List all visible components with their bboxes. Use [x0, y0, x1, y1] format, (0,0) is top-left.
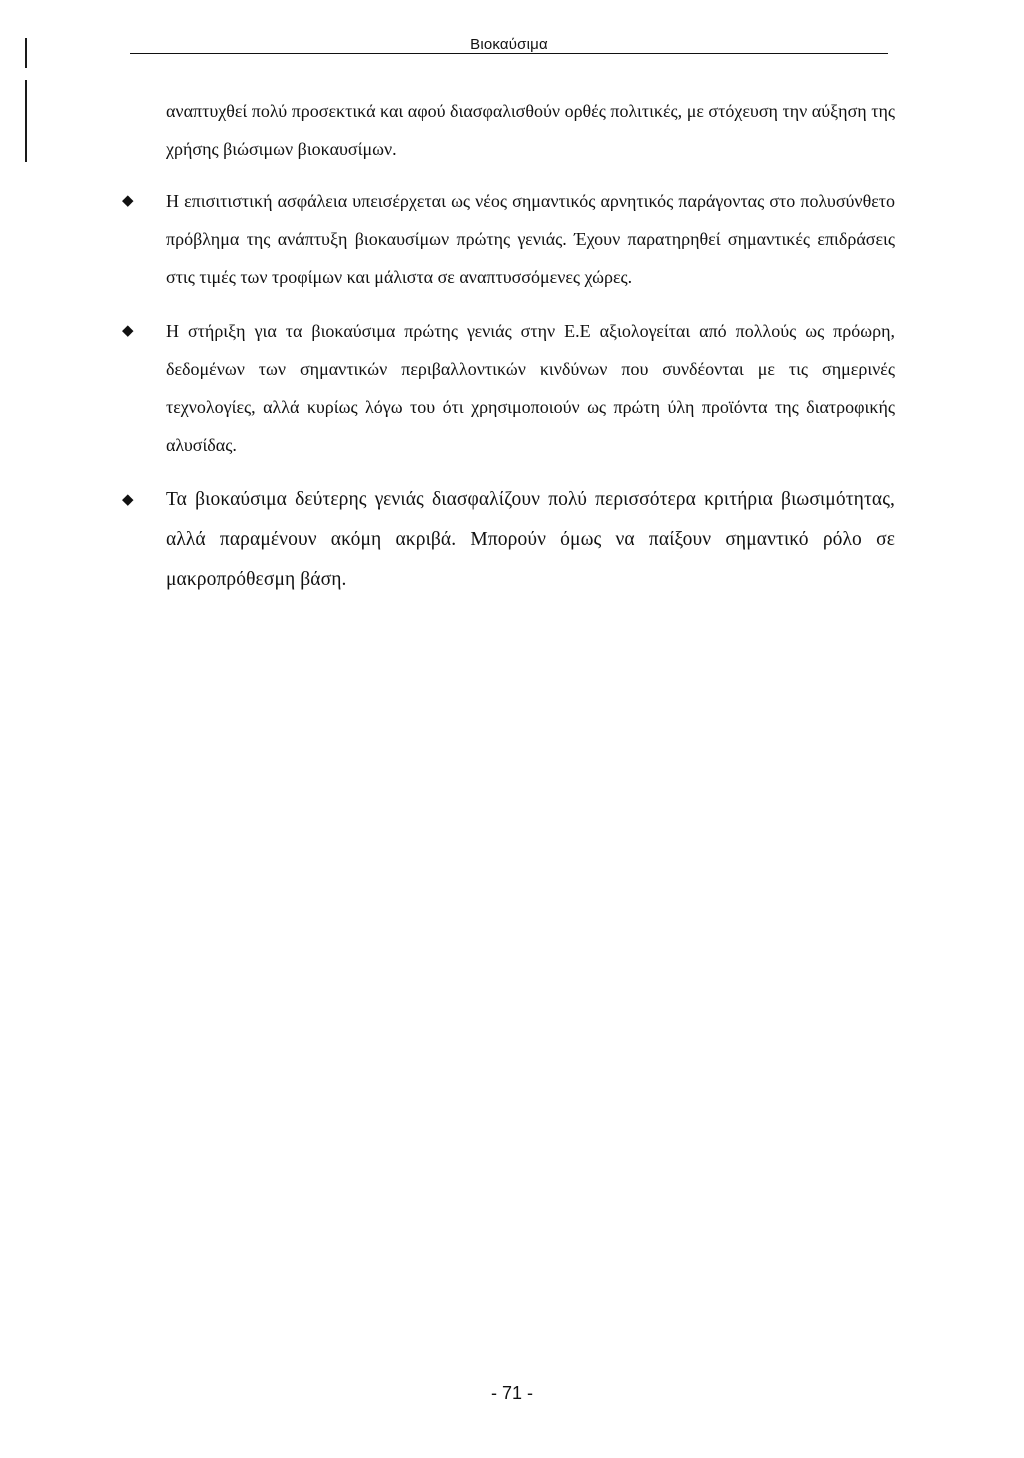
page-body: [120, 92, 895, 616]
bullet-item-text: Η επισιτιστική ασφάλεια υπεισέρχεται ως νέος σημαντικός αρνητικός παράγοντας στο πολυσύνθετο πρόβλημα της ανάπτυξη βιοκαυσίμων πρώτης γενιάς. Έχουν παρατηρηθεί σημαντικές επιδράσεις στις τιμές των τροφίμων και μάλιστα σε αναπτυσσόμενες χώρες.: [166, 191, 895, 287]
header-title: Βιοκαύσιμα: [470, 36, 548, 53]
bullet-item: [120, 480, 895, 600]
bullet-item-text: Η στήριξη για τα βιοκαύσιμα πρώτης γενιάς στην Ε.Ε αξιολογείται από πολλούς ως πρόωρη, δεδομένων των σημαντικών περιβαλλοντικών κινδύνων που συνδέονται με τις σημερινές τεχνολογίες, αλλά κυρίως λόγω του ότι χρησιμοποιούν ως πρώτη ύλη προϊόντα της διατροφικής αλυσίδας.: [166, 321, 895, 455]
diamond-bullet-icon: ◆: [122, 323, 134, 339]
scan-edge-mark: [25, 80, 27, 162]
continued-paragraph: [120, 92, 895, 168]
header-rule: [130, 53, 888, 54]
bullet-item: [120, 312, 895, 464]
paragraph-text: αναπτυχθεί πολύ προσεκτικά και αφού διασφαλισθούν ορθές πολιτικές, με στόχευση την αύξηση της χρήσης βιώσιμων βιοκαυσίμων.: [166, 101, 895, 159]
diamond-bullet-icon: ◆: [122, 492, 134, 508]
bullet-item-text: Τα βιοκαύσιμα δεύτερης γενιάς διασφαλίζουν πολύ περισσότερα κριτήρια βιωσιμότητας, αλλά παραμένουν ακόμη ακριβά. Μπορούν όμως να παίξουν σημαντικό ρόλο σε μακροπρόθεσμη βάση.: [166, 489, 895, 590]
bullet-item: [120, 182, 895, 296]
scan-edge-mark: [25, 38, 27, 68]
diamond-bullet-icon: ◆: [122, 193, 134, 209]
page-number: - 71 -: [490, 1383, 533, 1403]
running-header: [130, 36, 888, 56]
